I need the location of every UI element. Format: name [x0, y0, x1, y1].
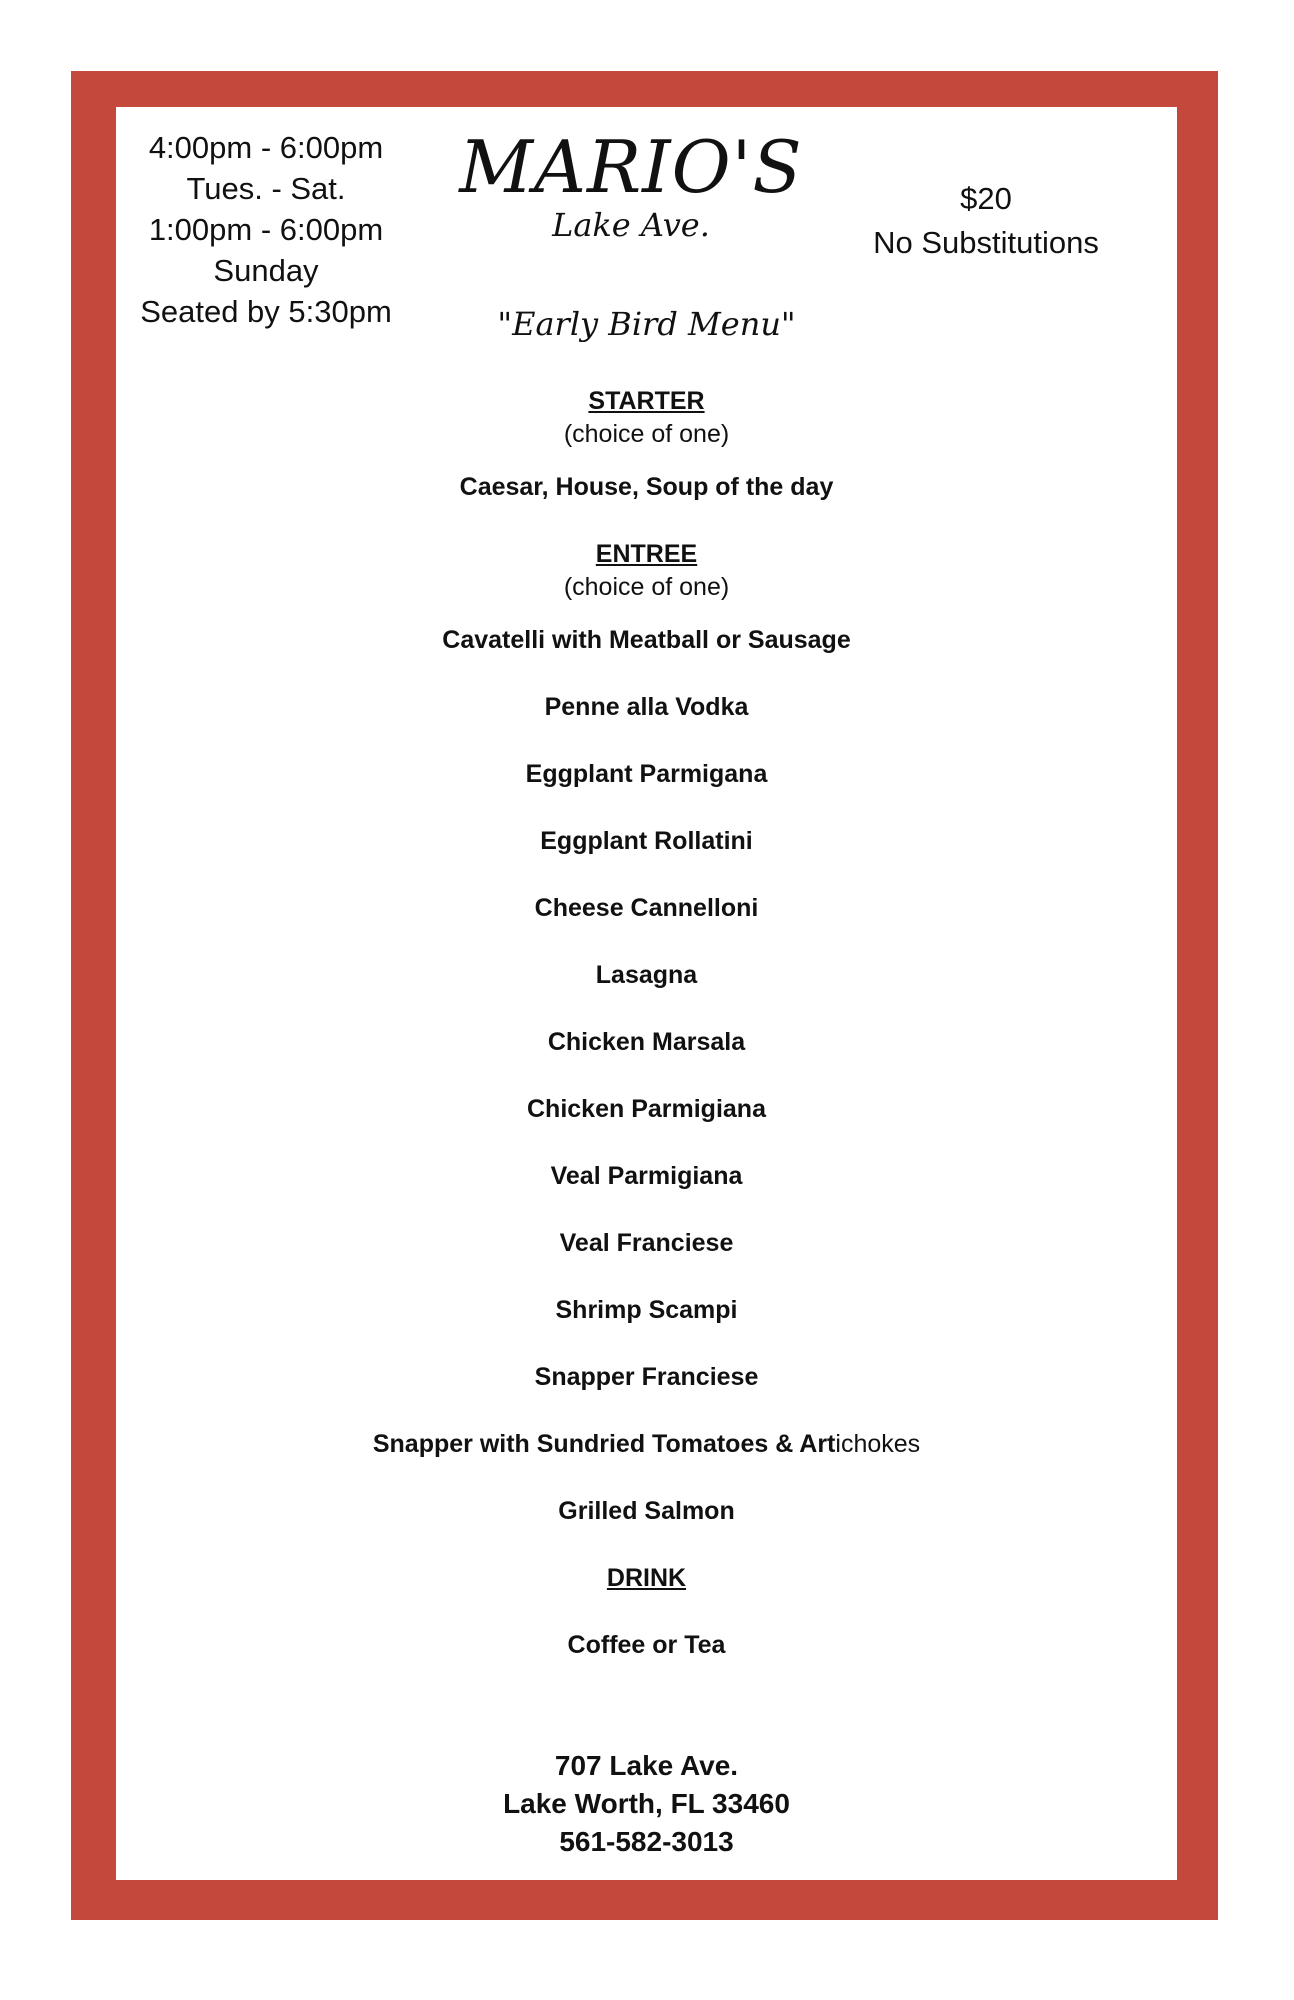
- price-block: [836, 177, 1136, 265]
- entree-item: Eggplant Parmigana: [525, 760, 768, 788]
- entree-item: Lasagna: [595, 961, 698, 989]
- address-block: [116, 1747, 1177, 1861]
- entree-item: Eggplant Rollatini: [540, 827, 753, 855]
- restaurant-name: MARIO'S: [459, 125, 803, 209]
- restaurant-location: Lake Ave.: [552, 206, 710, 244]
- starter-items: Caesar, House, Soup of the day: [459, 473, 834, 501]
- hours-sunday-day: Sunday: [213, 253, 319, 288]
- street-address: 707 Lake Ave.: [554, 1750, 739, 1781]
- restaurant-logo: [416, 127, 846, 243]
- drink-heading: DRINK: [606, 1564, 687, 1592]
- phone-number: 561-582-3013: [559, 1826, 734, 1857]
- entree-note: (choice of one): [563, 573, 730, 601]
- menu-content: [116, 385, 1177, 1662]
- entree-item: Snapper Franciese: [534, 1363, 759, 1391]
- hours-sunday-time: 1:00pm - 6:00pm: [148, 212, 384, 247]
- entree-item: Penne alla Vodka: [544, 693, 749, 721]
- starter-heading: STARTER: [588, 387, 705, 415]
- price-note: No Substitutions: [873, 225, 1099, 260]
- entree-item-bold-part: Snapper with Sundried Tomatoes & Art: [372, 1430, 836, 1458]
- entree-heading: ENTREE: [595, 540, 698, 568]
- drink-item: Coffee or Tea: [567, 1631, 726, 1659]
- entree-item: Veal Franciese: [559, 1229, 734, 1257]
- hours-block: [116, 127, 416, 332]
- price-amount: $20: [960, 181, 1012, 216]
- hours-weekday-days: Tues. - Sat.: [186, 171, 346, 206]
- entree-item: Veal Parmigiana: [550, 1162, 743, 1190]
- hours-weekday-time: 4:00pm - 6:00pm: [148, 130, 384, 165]
- entree-item: Shrimp Scampi: [555, 1296, 738, 1324]
- starter-note: (choice of one): [563, 420, 730, 448]
- entree-item: Cheese Cannelloni: [534, 894, 759, 922]
- menu-border: [71, 71, 1218, 1920]
- entree-item: Grilled Salmon: [558, 1497, 735, 1525]
- hours-seating-note: Seated by 5:30pm: [140, 294, 392, 329]
- menu-title: "Early Bird Menu": [497, 305, 796, 343]
- entree-item: Chicken Marsala: [547, 1028, 746, 1056]
- city-state-zip: Lake Worth, FL 33460: [503, 1788, 790, 1819]
- entree-item-snapper-artichokes: [116, 1428, 1177, 1461]
- entree-item: Cavatelli with Meatball or Sausage: [442, 626, 851, 654]
- entree-item-plain-part: ichokes: [835, 1430, 921, 1458]
- entree-item: Chicken Parmigiana: [527, 1095, 766, 1123]
- menu-page: [116, 107, 1177, 1880]
